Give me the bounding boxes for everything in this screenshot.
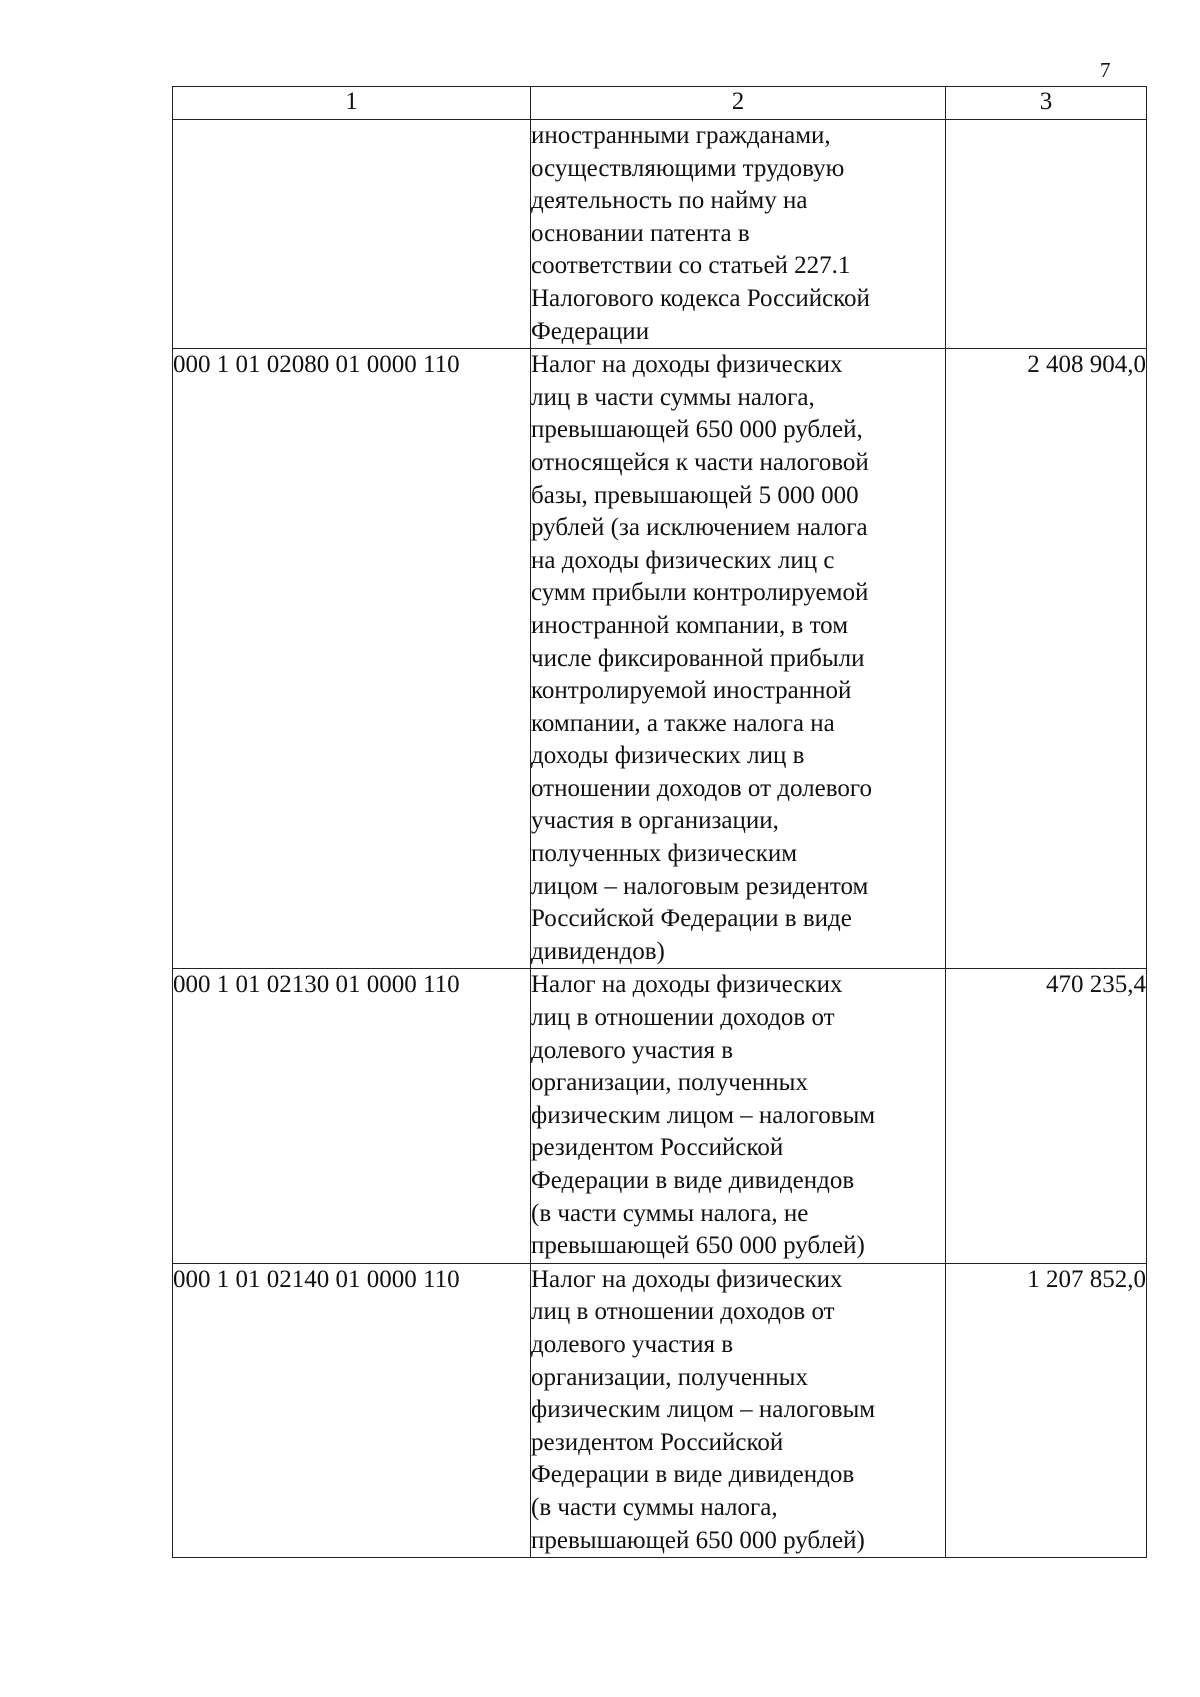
revenue-amount-cell <box>946 120 1147 349</box>
description-line: превышающей 650 000 рублей) <box>531 1232 865 1260</box>
description-line: компании, а также налога на <box>531 709 835 737</box>
description-line: сумм прибыли контролируемой <box>531 579 869 607</box>
description-line: числе фиксированной прибыли <box>531 644 865 672</box>
description-line: лиц в отношении доходов от <box>531 1298 835 1326</box>
description-line: Налог на доходы физических <box>531 1265 843 1293</box>
description-line: основании патента в <box>531 219 750 247</box>
description-line: полученных физическим <box>531 840 798 868</box>
description-line: долевого участия в <box>531 1330 734 1358</box>
table-body <box>173 120 1147 1558</box>
revenue-code-cell: 000 1 01 02130 01 0000 110 <box>173 969 531 1263</box>
revenue-description-cell <box>531 349 946 969</box>
revenue-amount-cell: 2 408 904,0 <box>946 349 1147 969</box>
column-header-1: 1 <box>173 87 531 120</box>
revenue-code-cell: 000 1 01 02080 01 0000 110 <box>173 349 531 969</box>
revenue-code-cell: 000 1 01 02140 01 0000 110 <box>173 1263 531 1557</box>
table-row <box>173 120 1147 349</box>
description-line: участия в организации, <box>531 807 779 835</box>
description-line: контролируемой иностранной <box>531 677 852 705</box>
revenue-code-cell <box>173 120 531 349</box>
description-line: рублей (за исключением налога <box>531 514 868 542</box>
page-number: 7 <box>1100 58 1111 82</box>
description-line: лиц в отношении доходов от <box>531 1004 835 1032</box>
description-line: осуществляющими трудовую <box>531 154 845 182</box>
description-line: превышающей 650 000 рублей) <box>531 1526 865 1554</box>
revenue-amount-cell: 470 235,4 <box>946 969 1147 1263</box>
description-line: Федерации в виде дивидендов <box>531 1167 855 1194</box>
description-line: доходы физических лиц в <box>531 742 805 770</box>
table-row <box>173 349 1147 969</box>
description-line: превышающей 650 000 рублей, <box>531 416 863 444</box>
description-line: иностранными гражданами, <box>531 122 831 149</box>
table-row <box>173 969 1147 1263</box>
description-line: дивидендов) <box>531 937 665 965</box>
description-line: соответствии со статьей 227.1 <box>531 252 851 280</box>
description-line: Налог на доходы физических <box>531 351 843 379</box>
description-line: Российской Федерации в виде <box>531 905 852 933</box>
description-line: физическим лицом – налоговым <box>531 1396 876 1424</box>
description-line: Федерации <box>531 317 650 345</box>
table-header-row <box>173 87 1147 120</box>
description-line: (в части суммы налога, <box>531 1493 778 1521</box>
description-line: деятельность по найму на <box>531 187 808 215</box>
revenue-description-cell <box>531 1263 946 1557</box>
description-line: отношении доходов от долевого <box>531 774 872 802</box>
column-header-2: 2 <box>531 87 946 120</box>
description-line: Федерации в виде дивидендов <box>531 1461 855 1489</box>
description-line: долевого участия в <box>531 1036 734 1064</box>
description-line: относящейся к части налоговой <box>531 448 869 476</box>
column-header-3: 3 <box>946 87 1147 120</box>
description-line: Налог на доходы физических <box>531 971 843 999</box>
budget-revenue-table <box>172 86 1147 1558</box>
description-line: физическим лицом – налоговым <box>531 1101 876 1129</box>
description-line: организации, полученных <box>531 1069 808 1097</box>
revenue-description-cell <box>531 969 946 1263</box>
description-line: (в части суммы налога, не <box>531 1199 809 1227</box>
description-line: Налогового кодекса Российской <box>531 284 870 312</box>
description-line: организации, полученных <box>531 1363 808 1391</box>
revenue-description-cell <box>531 120 946 349</box>
revenue-amount-cell: 1 207 852,0 <box>946 1263 1147 1557</box>
description-line: резидентом Российской <box>531 1134 784 1162</box>
description-line: на доходы физических лиц с <box>531 546 835 574</box>
description-line: лиц в части суммы налога, <box>531 383 815 411</box>
description-line: базы, превышающей 5 000 000 <box>531 481 859 509</box>
description-line: резидентом Российской <box>531 1428 784 1456</box>
table-row <box>173 1263 1147 1557</box>
description-line: лицом – налоговым резидентом <box>531 872 869 900</box>
description-line: иностранной компании, в том <box>531 611 849 639</box>
